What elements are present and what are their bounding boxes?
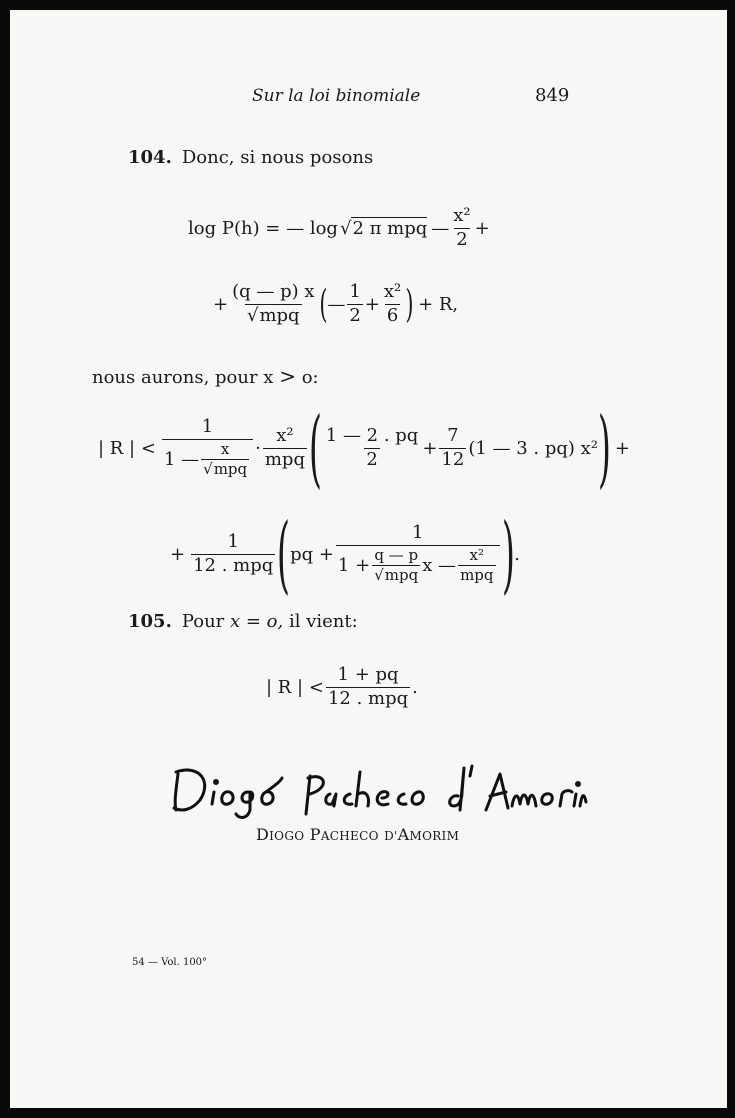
fraction-x2-over-mpq: $\frac{\text{x²}}{\text{mpq}}$ [264, 424, 305, 470]
eq-tail: + R, [418, 293, 459, 315]
fraction-x2-over-2: $\frac{\text{x²}}{2}$ [453, 205, 471, 250]
bleed-through-text [120, 260, 126, 284]
fraction-x2-over-6: $\frac{\text{x²}}{6}$ [383, 281, 402, 326]
author-name: DIOGO PACHECO D'AMORIM [256, 825, 460, 844]
document-page [10, 10, 727, 1108]
minus-sign: — [327, 293, 346, 315]
plus-sign: + [422, 437, 438, 459]
dot-operator: · [255, 437, 261, 459]
fraction-1-over-12mpq: $\frac{1}{\text{12 . mpq}}$ [193, 530, 274, 576]
equation-r-bound-line-1 [98, 399, 630, 497]
open-paren: ( [318, 282, 327, 327]
radicand: 2 π mpq [352, 218, 428, 240]
eq-lhs: | R | < [266, 676, 324, 698]
fraction-1pq-over-12mpq: $\frac{1 + pq}{\text{12 . mpq}}$ [327, 664, 409, 709]
running-title: Sur la loi binomiale [252, 86, 421, 106]
fraction-one-over-one-minus: 1 1 — $\frac{x}{\text{√mpq}}$ [162, 417, 253, 478]
section-105-heading: 105. Pour x = o, il vient: [128, 611, 358, 632]
eq-term: pq + [290, 543, 334, 565]
minus-sign: — [431, 217, 450, 239]
eq-lhs: | R | < [98, 437, 156, 459]
period: . [514, 543, 521, 565]
equation-r-bound-x-zero [266, 665, 418, 709]
eq-term: (1 — 3 . pq) x² [468, 437, 599, 459]
variable-x-equals-o: x = o, [230, 611, 284, 632]
open-paren: ( [308, 399, 322, 497]
period: . [412, 676, 418, 698]
section-number: 104. [128, 147, 172, 168]
fraction-nested-denominator: 1 1 + $\frac{q — p}{\text{√mpq}}$ x — $\frac{\text{x²}}{\text{mpq}}$ [336, 523, 500, 584]
section-number: 105. [128, 611, 172, 632]
close-paren: ) [501, 505, 515, 603]
plus-sign: + [614, 437, 630, 459]
page-header [10, 86, 727, 110]
equation-log-p-line-2 [213, 282, 458, 326]
open-paren: ( [277, 505, 291, 603]
plus-sign: + [213, 293, 229, 315]
sqrt-symbol: √ [339, 217, 352, 239]
eq-lhs: log P(h) = — log [188, 217, 338, 239]
fraction-7-over-12: $\frac{7}{12}$ [441, 424, 465, 470]
close-paren: ) [597, 399, 611, 497]
section-104-heading [128, 147, 373, 168]
plus-sign: + [170, 543, 186, 565]
fraction-one-half: $\frac{1}{2}$ [349, 281, 361, 326]
close-paren: ) [405, 282, 414, 327]
equation-log-p-line-1 [188, 206, 490, 250]
plus-sign: + [474, 217, 490, 239]
handwritten-signature [170, 752, 590, 824]
equation-r-bound-line-2 [170, 505, 521, 603]
page-footer: 54 — Vol. 100° [132, 957, 208, 968]
plus-sign: + [364, 293, 380, 315]
section-lead-text: Donc, si nous posons [181, 147, 374, 168]
fraction-qp-over-root-mpq: $\frac{(q — p) x}{\text{√mpq}}$ [232, 281, 315, 326]
fraction-1-minus-2pq: $\frac{1 — 2 . pq}{2}$ [325, 424, 419, 470]
intro-text: nous aurons, pour x > o: [92, 364, 319, 388]
page-number: 849 [535, 85, 570, 106]
